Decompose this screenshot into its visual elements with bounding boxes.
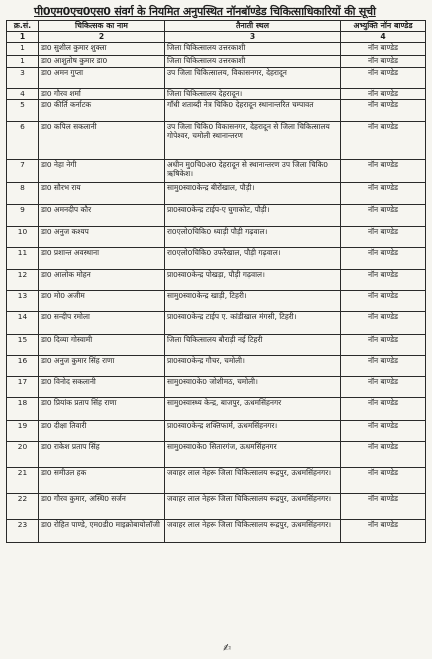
doctor-name-cell: डा0 मो0 अजीम bbox=[39, 291, 165, 312]
serial-number-cell: 22 bbox=[7, 494, 39, 520]
table-row bbox=[7, 398, 426, 421]
doctor-name-cell: डा0 अमनदीप कौर bbox=[39, 205, 165, 227]
serial-number-cell: 23 bbox=[7, 520, 39, 543]
doctor-name-cell: डा0 दीक्षा तिवारी bbox=[39, 421, 165, 442]
serial-number-cell: 8 bbox=[7, 183, 39, 205]
table-row bbox=[7, 335, 426, 356]
table-body bbox=[7, 43, 426, 543]
header-serial-number: क्र.सं. bbox=[7, 21, 39, 32]
posting-place-cell: रा0एलो0चिकि0 ध्याड़ी पौड़ी गढ़वाल। bbox=[165, 227, 341, 248]
posting-place-cell: प्रा0स्वा0केन्द्र टाईप-ए घुगाकोट, पौड़ी। bbox=[165, 205, 341, 227]
doctor-name-cell: डा0 समीउल हक bbox=[39, 468, 165, 494]
serial-number-cell: 12 bbox=[7, 270, 39, 291]
doctor-name-cell: डा0 अनुज कुमार सिंह राणा bbox=[39, 356, 165, 377]
serial-number-cell: 15 bbox=[7, 335, 39, 356]
posting-place-cell: सामु0स्वा0के0 जोशीमठ, चमोली। bbox=[165, 377, 341, 398]
status-cell: नॉन बाण्डेड bbox=[341, 520, 426, 543]
table-row bbox=[7, 494, 426, 520]
status-cell: नॉन बाण्डेड bbox=[341, 56, 426, 68]
serial-number-cell: 19 bbox=[7, 421, 39, 442]
status-cell: नॉन बाण्डेड bbox=[341, 43, 426, 56]
table-row bbox=[7, 183, 426, 205]
table-row bbox=[7, 468, 426, 494]
table-row bbox=[7, 68, 426, 89]
doctors-table bbox=[6, 20, 426, 543]
serial-number-cell: 1 bbox=[7, 43, 39, 56]
doctor-name-cell: डा0 सुशील कुमार शुक्ला bbox=[39, 43, 165, 56]
serial-number-cell: 13 bbox=[7, 291, 39, 312]
doctor-name-cell: डा0 सन्दीप रमोला bbox=[39, 312, 165, 335]
posting-place-cell: जवाहर लाल नेहरू जिला चिकित्सालय रूद्रपुर, ऊधमसिंहनगर। bbox=[165, 494, 341, 520]
doctor-name-cell: डा0 आलोक मोहन bbox=[39, 270, 165, 291]
doctor-name-cell: डा0 प्रशान्त अवस्थाना bbox=[39, 248, 165, 270]
posting-place-cell: जिला चिकित्सालय बौराड़ी नई टिहरी bbox=[165, 335, 341, 356]
table-row bbox=[7, 100, 426, 122]
status-cell: नॉन बाण्डेड bbox=[341, 377, 426, 398]
table-row bbox=[7, 520, 426, 543]
table-row bbox=[7, 89, 426, 100]
serial-number-cell: 10 bbox=[7, 227, 39, 248]
status-cell: नॉन बाण्डेड bbox=[341, 89, 426, 100]
serial-number-cell: 18 bbox=[7, 398, 39, 421]
posting-place-cell: रा0एलो0चिकि0 उफरैखाल, पौड़ी गढ़वाल। bbox=[165, 248, 341, 270]
serial-number-cell: 3 bbox=[7, 68, 39, 89]
posting-place-cell: जिला चिकित्सालय देहरादून। bbox=[165, 89, 341, 100]
table-row bbox=[7, 160, 426, 183]
status-cell: नॉन बाण्डेड bbox=[341, 100, 426, 122]
status-cell: नॉन बाण्डेड bbox=[341, 312, 426, 335]
posting-place-cell: सामु0स्वा0के0 सितारगंज, ऊधमसिंहनगर bbox=[165, 442, 341, 468]
table-row bbox=[7, 356, 426, 377]
table-row bbox=[7, 312, 426, 335]
doctor-name-cell: डा0 कपिल सकलानी bbox=[39, 122, 165, 160]
status-cell: नॉन बाण्डेड bbox=[341, 494, 426, 520]
posting-place-cell: सामु0स्वा0केन्द्र बीरोंखाल, पौड़ी। bbox=[165, 183, 341, 205]
posting-place-cell: सामु0स्वा0केन्द्र खाड़ी, टिहरी। bbox=[165, 291, 341, 312]
serial-number-cell: 21 bbox=[7, 468, 39, 494]
status-cell: नॉन बाण्डेड bbox=[341, 183, 426, 205]
serial-number-cell: 11 bbox=[7, 248, 39, 270]
posting-place-cell: जिला चिकित्सालय उत्तरकाशी bbox=[165, 43, 341, 56]
status-cell: नॉन बाण्डेड bbox=[341, 160, 426, 183]
status-cell: नॉन बाण्डेड bbox=[341, 122, 426, 160]
column-number: 2 bbox=[39, 32, 165, 43]
posting-place-cell: सामु0स्वास्थ्य केन्द्र, बाजपुर, ऊधमसिंहनगर bbox=[165, 398, 341, 421]
table-row bbox=[7, 291, 426, 312]
status-cell: नॉन बाण्डेड bbox=[341, 398, 426, 421]
doctor-name-cell: डा0 अमन गुप्ता bbox=[39, 68, 165, 89]
document-title: पी0एम0एच0एस0 संवर्ग के नियमित अनुपस्थित नॉनबॉण्डेड चिकित्साधिकारियों की सूची bbox=[34, 5, 376, 18]
serial-number-cell: 6 bbox=[7, 122, 39, 160]
doctor-name-cell: डा0 प्रियांक प्रताप सिंह राणा bbox=[39, 398, 165, 421]
doctor-name-cell: डा0 दिव्या गोस्वामी bbox=[39, 335, 165, 356]
posting-place-cell: प्रा0स्वा0केन्द्र शक्तिफार्म, ऊधमसिंहनगर। bbox=[165, 421, 341, 442]
header-doctor-name: चिकित्सक का नाम bbox=[39, 21, 165, 32]
status-cell: नॉन बाण्डेड bbox=[341, 442, 426, 468]
doctor-name-cell: डा0 राकेश प्रताप सिंह bbox=[39, 442, 165, 468]
doctor-name-cell: डा0 नेहा नेगी bbox=[39, 160, 165, 183]
posting-place-cell: प्रा0स्वा0केन्द्र गौचर, चमोली। bbox=[165, 356, 341, 377]
table-row bbox=[7, 43, 426, 56]
serial-number-cell: 16 bbox=[7, 356, 39, 377]
table-row bbox=[7, 377, 426, 398]
status-cell: नॉन बाण्डेड bbox=[341, 356, 426, 377]
table-row bbox=[7, 205, 426, 227]
posting-place-cell: गाँधी शताब्दी नेत्र चिकि0 देहरादून स्थानान्तरित चम्पावत bbox=[165, 100, 341, 122]
status-cell: नॉन बाण्डेड bbox=[341, 270, 426, 291]
doctor-name-cell: डा0 विनोद सकलानी bbox=[39, 377, 165, 398]
column-number: 1 bbox=[7, 32, 39, 43]
status-cell: नॉन बाण्डेड bbox=[341, 468, 426, 494]
serial-number-cell: 7 bbox=[7, 160, 39, 183]
status-cell: नॉन बाण्डेड bbox=[341, 335, 426, 356]
doctor-name-cell: डा0 आशुतोष कुमार डा0 bbox=[39, 56, 165, 68]
doctor-name-cell: डा0 सौरभ राय bbox=[39, 183, 165, 205]
table-row bbox=[7, 421, 426, 442]
table-row bbox=[7, 442, 426, 468]
header-remark: अभ्युक्ति नॉन बाण्डेड bbox=[341, 21, 426, 32]
status-cell: नॉन बाण्डेड bbox=[341, 227, 426, 248]
status-cell: नॉन बाण्डेड bbox=[341, 68, 426, 89]
posting-place-cell: अधीन मु0चि0अ0 देहरादून से स्थानान्तरण उप जिला चिकि0 ऋषिकेश। bbox=[165, 160, 341, 183]
serial-number-cell: 17 bbox=[7, 377, 39, 398]
posting-place-cell: प्रा0स्वा0केन्द्र पोखड़ा, पौड़ी गढ़वाल। bbox=[165, 270, 341, 291]
table-row bbox=[7, 56, 426, 68]
status-cell: नॉन बाण्डेड bbox=[341, 248, 426, 270]
serial-number-cell: 4 bbox=[7, 89, 39, 100]
signature-mark: ✍ bbox=[222, 642, 233, 655]
column-number: 3 bbox=[165, 32, 341, 43]
posting-place-cell: जवाहर लाल नेहरू जिला चिकित्सालय रूद्रपुर, ऊधमसिंहनगर। bbox=[165, 468, 341, 494]
serial-number-cell: 9 bbox=[7, 205, 39, 227]
doctor-name-cell: डा0 अनुज कश्यप bbox=[39, 227, 165, 248]
header-posting-place: तैनाती स्थल bbox=[165, 21, 341, 32]
column-number: 4 bbox=[341, 32, 426, 43]
posting-place-cell: उप जिला चिकित्सालय, विकासनगर, देहरादून bbox=[165, 68, 341, 89]
table-row bbox=[7, 270, 426, 291]
serial-number-cell: 1 bbox=[7, 56, 39, 68]
doctor-name-cell: डा0 गौरव शर्मा bbox=[39, 89, 165, 100]
posting-place-cell: जवाहर लाल नेहरू जिला चिकित्सालय रूद्रपुर, ऊधमसिंहनगर। bbox=[165, 520, 341, 543]
doctor-name-cell: डा0 कीर्ति कर्नाटक bbox=[39, 100, 165, 122]
table-row bbox=[7, 122, 426, 160]
table-row bbox=[7, 227, 426, 248]
doctor-name-cell: डा0 गौरव कुमार, अस्थि0 सर्जन bbox=[39, 494, 165, 520]
posting-place-cell: उप जिला चिकि0 विकासनगर, देहरादून से जिला चिकित्सालय गोपेश्वर, चमोली स्थानान्तरण bbox=[165, 122, 341, 160]
serial-number-cell: 20 bbox=[7, 442, 39, 468]
posting-place-cell: जिला चिकित्सालय उत्तरकाशी bbox=[165, 56, 341, 68]
serial-number-cell: 5 bbox=[7, 100, 39, 122]
table-row bbox=[7, 248, 426, 270]
status-cell: नॉन बाण्डेड bbox=[341, 291, 426, 312]
posting-place-cell: प्रा0स्वा0केन्द्र टाईप ए. कांडीखाल मंगसी, टिहरी। bbox=[165, 312, 341, 335]
serial-number-cell: 14 bbox=[7, 312, 39, 335]
status-cell: नॉन बाण्डेड bbox=[341, 421, 426, 442]
status-cell: नॉन बाण्डेड bbox=[341, 205, 426, 227]
doctor-name-cell: डा0 रोहित पाण्डे, एम0डी0 माइक्रोबायोलॉजी bbox=[39, 520, 165, 543]
